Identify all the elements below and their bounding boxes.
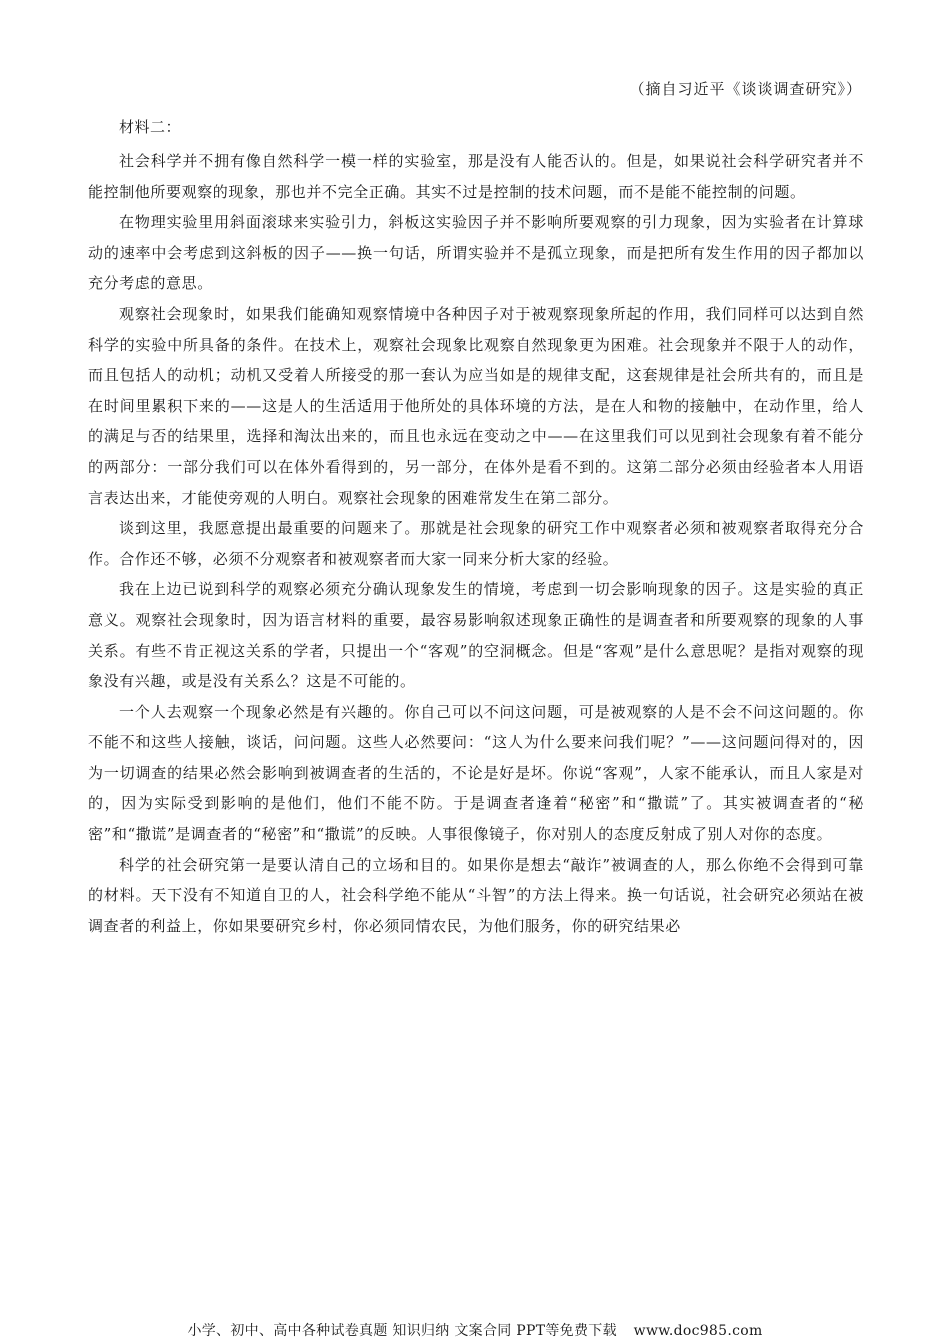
paragraph-6: 一个人去观察一个现象必然是有兴趣的。你自己可以不问这问题，可是被观察的人是不会不问这问题的。你不能不和这些人接触，谈话，问问题。这些人必然要问：“这人为什么要来问我们呢？”——这问题问得对的，因为一切调查的结果必然会影响到被调查者的生活的，不论是好是坏。你说“客观”，人家不能承认，而且人家是对的，因为实际受到影响的是他们，他们不能不防。于是调查者逢着“秘密”和“撒谎”了。其实被调查者的“秘密”和“撒谎”是调查者的“秘密”和“撒谎”的反映。人事很像镜子，你对别人的态度反射成了别人对你的态度。 xyxy=(88,702,864,844)
footer-text: 小学、初中、高中各种试卷真题 知识归纳 文案合同 PPT等免费下载 xyxy=(187,1323,617,1339)
page-footer xyxy=(0,1322,950,1340)
article-body xyxy=(88,114,864,941)
section-heading: 材料二： xyxy=(119,118,182,136)
paragraph-7: 科学的社会研究第一是要认清自己的立场和目的。如果你是想去“敲诈”被调查的人，那么你绝不会得到可靠的材料。天下没有不知道自卫的人，社会科学绝不能从“斗智”的方法上得来。换一句话说，社会研究必须站在被调查者的利益上，你如果要研究乡村，你必须同情农民，为他们服务，你的研究结果必 xyxy=(88,855,864,935)
paragraph-1: 社会科学并不拥有像自然科学一模一样的实验室，那是没有人能否认的。但是，如果说社会科学研究者并不能控制他所要观察的现象，那也并不完全正确。其实不过是控制的技术问题，而不是能不能控制的问题。 xyxy=(88,152,864,201)
paragraph-2: 在物理实验里用斜面滚球来实验引力，斜板这实验因子并不影响所要观察的引力现象，因为实验者在计算球动的速率中会考虑到这斜板的因子——换一句话，所谓实验并不是孤立现象，而是把所有发生作用的因子都加以充分考虑的意思。 xyxy=(88,213,864,293)
paragraph-4: 谈到这里，我愿意提出最重要的问题来了。那就是社会现象的研究工作中观察者必须和被观察者取得充分合作。合作还不够，必须不分观察者和被观察者而大家一同来分析大家的经验。 xyxy=(88,519,864,568)
footer-link[interactable]: www.doc985.com xyxy=(633,1323,763,1339)
paragraph-3: 观察社会现象时，如果我们能确知观察情境中各种因子对于被观察现象所起的作用，我们同样可以达到自然科学的实验中所具备的条件。在技术上，观察社会现象比观察自然现象更为困难。社会现象并不限于人的动作，而且包括人的动机；动机又受着人所接受的那一套认为应当如是的规律支配，这套规律是社会所共有的，而且是在时间里累积下来的——这是人的生活适用于他所处的具体环境的方法，是在人和物的接触中，在动作里，给人的满足与否的结果里，选择和淘汰出来的，而且也永远在变动之中——在这里我们可以见到社会现象有着不能分的两部分：一部分我们可以在体外看得到的，另一部分，在体外是看不到的。这第二部分必须由经验者本人用语言表达出来，才能使旁观的人明白。观察社会现象的困难常发生在第二部分。 xyxy=(88,304,864,507)
paragraph-5: 我在上边已说到科学的观察必须充分确认现象发生的情境，考虑到一切会影响现象的因子。这是实验的真正意义。观察社会现象时，因为语言材料的重要，最容易影响叙述现象正确性的是调查者和所要观察的现象的人事关系。有些不肯正视这关系的学者，只提出一个“客观”的空洞概念。但是“客观”是什么意思呢？是指对观察的现象没有兴趣，或是没有关系么？这是不可能的。 xyxy=(88,580,864,691)
source-citation: （摘自习近平《谈谈调查研究》） xyxy=(629,80,862,98)
